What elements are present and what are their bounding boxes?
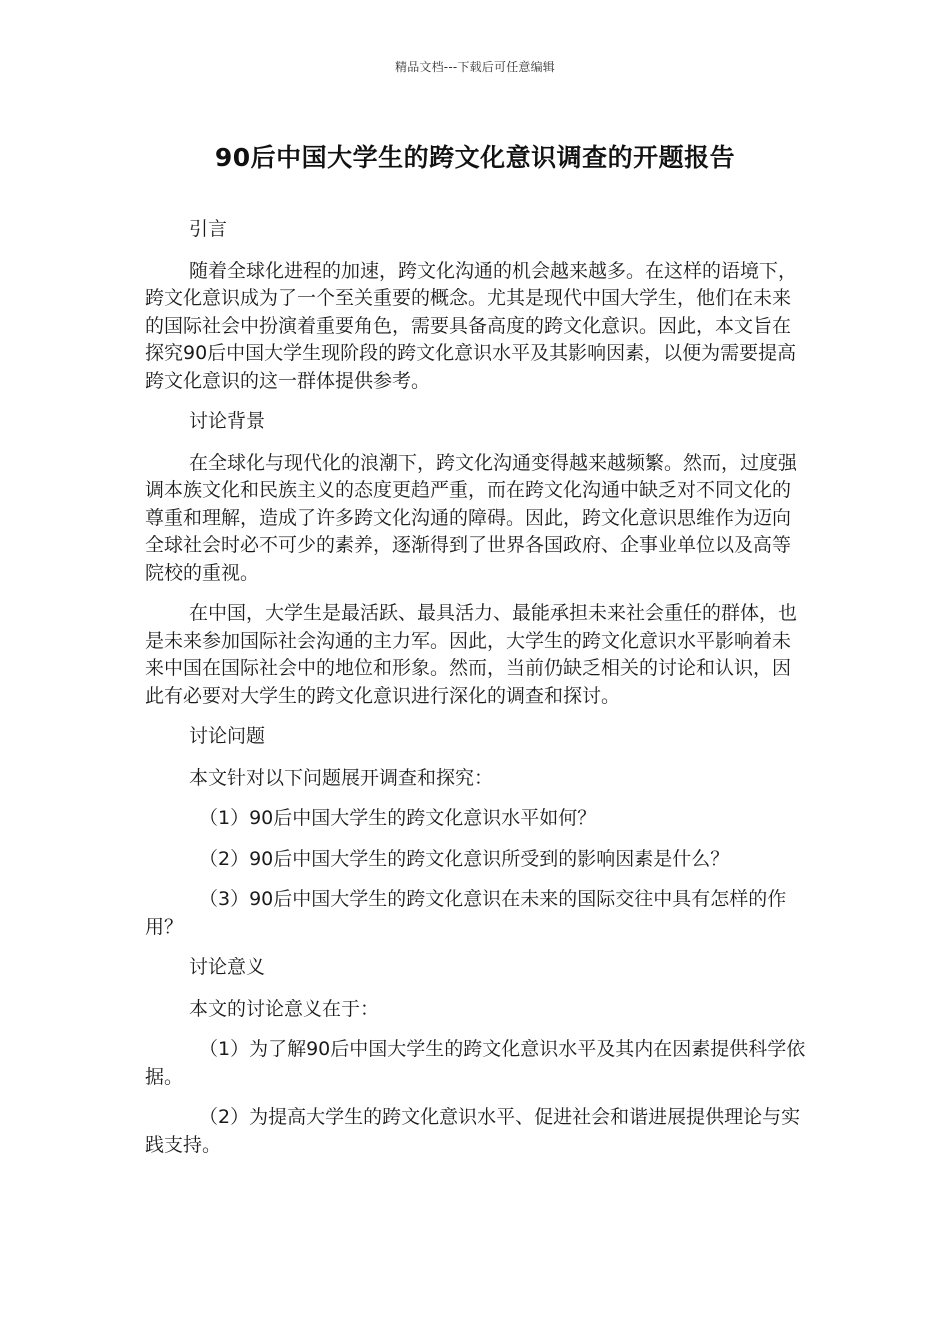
question-item-2: （2）90后中国大学生的跨文化意识所受到的影响因素是什么？ xyxy=(199,847,730,870)
section-heading-intro: 引言 xyxy=(189,218,228,240)
section-heading-questions: 讨论问题 xyxy=(189,725,266,747)
significance-item-1: （1）为了解90后中国大学生的跨文化意识水平及其内在因素提供科学依据。 xyxy=(145,1038,806,1088)
section-heading-significance: 讨论意义 xyxy=(189,956,266,978)
document-body xyxy=(145,216,807,1172)
header-note: 精品文档---下载后可任意编辑 xyxy=(395,60,555,74)
intro-paragraph: 随着全球化进程的加速，跨文化沟通的机会越来越多。在这样的语境下，跨文化意识成为了一个至关重要的概念。尤其是现代中国大学生，他们在未来的国际社会中扮演着重要角色，需要具备高度的跨文化意识。因此，本文旨在探究90后中国大学生现阶段的跨文化意识水平及其影响因素，以便为需要提高跨文化意识的这一群体提供参考。 xyxy=(145,259,798,392)
background-paragraph-1: 在全球化与现代化的浪潮下，跨文化沟通变得越来越频繁。然而，过度强调本族文化和民族主义的态度更趋严重，而在跨文化沟通中缺乏对不同文化的尊重和理解，造成了许多跨文化沟通的障碍。因此，跨文化意识思维作为迈向全球社会时必不可少的素养，逐渐得到了世界各国政府、企事业单位以及高等院校的重视。 xyxy=(145,451,798,584)
section-heading-background: 讨论背景 xyxy=(189,410,266,432)
question-item-3: （3）90后中国大学生的跨文化意识在未来的国际交往中具有怎样的作用？ xyxy=(145,888,787,938)
question-item-1: （1）90后中国大学生的跨文化意识水平如何？ xyxy=(199,807,597,829)
background-paragraph-2: 在中国，大学生是最活跃、最具活力、最能承担未来社会重任的群体，也是未来参加国际社会沟通的主力军。因此，大学生的跨文化意识水平影响着未来中国在国际社会中的地位和形象。然而，当前仍缺乏相关的讨论和认识，因此有必要对大学生的跨文化意识进行深化的调查和探讨。 xyxy=(145,602,798,707)
questions-intro: 本文针对以下问题展开调查和探究： xyxy=(189,766,494,789)
document-title: 90后中国大学生的跨文化意识调查的开题报告 xyxy=(214,143,736,172)
significance-item-2: （2）为提高大学生的跨文化意识水平、促进社会和谐进展提供理论与实践支持。 xyxy=(145,1106,801,1156)
significance-intro: 本文的讨论意义在于： xyxy=(189,997,380,1020)
